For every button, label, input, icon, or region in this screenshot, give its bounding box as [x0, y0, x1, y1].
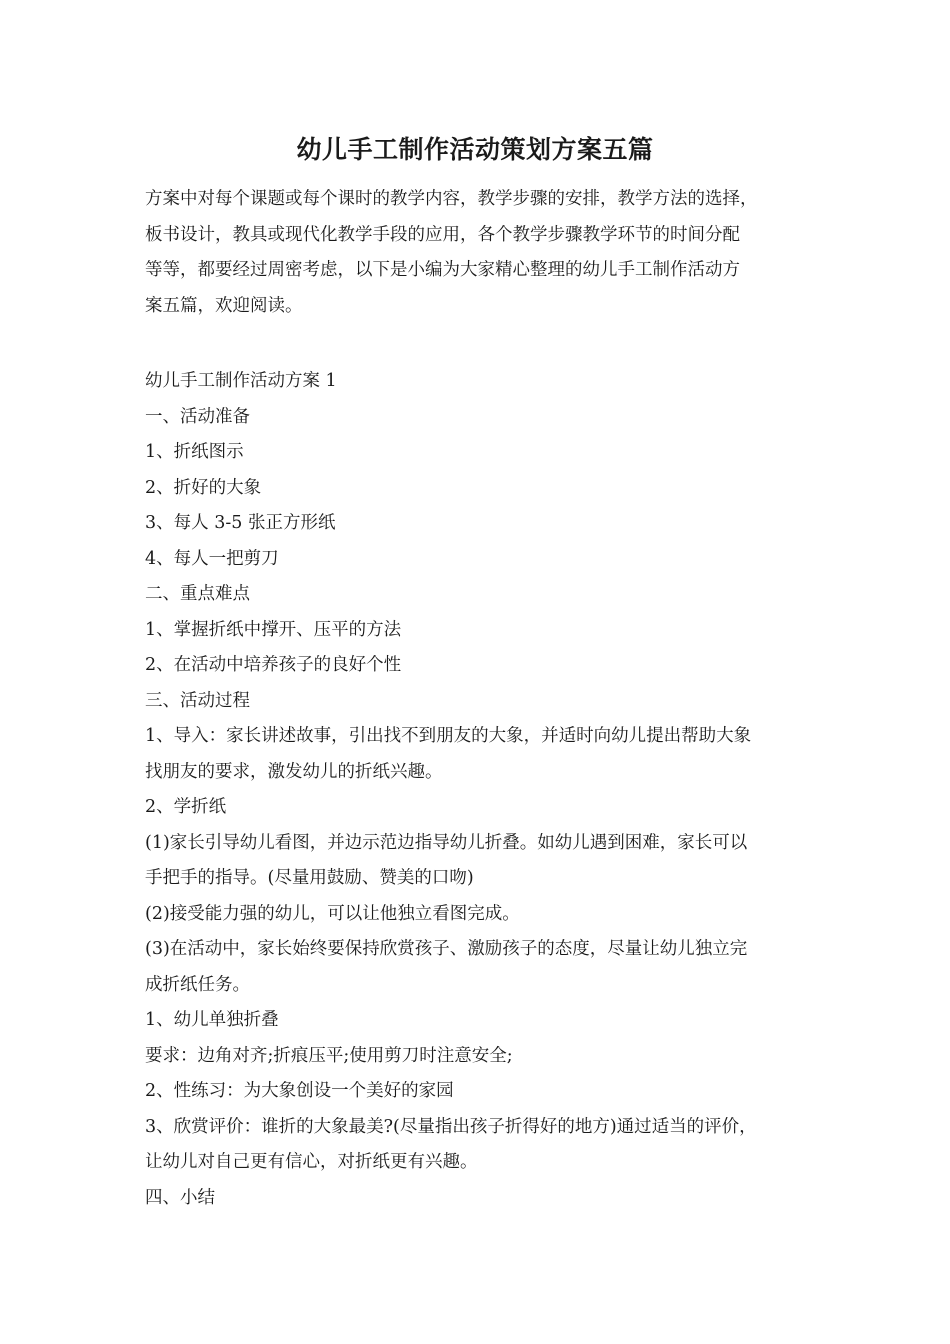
paragraph-line: 1、导入：家长讲述故事，引出找不到朋友的大象，并适时向幼儿提出帮助大象 [145, 726, 752, 746]
list-item: 2、在活动中培养孩子的良好个性 [145, 655, 402, 675]
paragraph-line: (3)在活动中，家长始终要保持欣赏孩子、激励孩子的态度，尽量让幼儿独立完 [145, 939, 748, 959]
intro-line: 方案中对每个课题或每个课时的教学内容，教学步骤的安排，教学方法的选择， [145, 189, 758, 209]
list-item: 3、每人 3-5 张正方形纸 [145, 513, 336, 533]
list-item: 1、掌握折纸中撑开、压平的方法 [145, 619, 402, 640]
subheading: 四、小结 [145, 1187, 215, 1208]
list-item: 1、折纸图示 [145, 442, 244, 462]
paragraph-line: (2)接受能力强的幼儿，可以让他独立看图完成。 [145, 903, 520, 924]
subheading: 三、活动过程 [145, 690, 250, 711]
intro-paragraph [145, 182, 825, 324]
subheading: 二、重点难点 [145, 584, 250, 604]
list-item: 2、性练习：为大象创设一个美好的家园 [145, 1081, 454, 1101]
paragraph-line: 找朋友的要求，激发幼儿的折纸兴趣。 [145, 761, 443, 782]
paragraph-line: 手把手的指导。(尽量用鼓励、赞美的口吻) [145, 868, 474, 888]
paragraph-line: 成折纸任务。 [145, 974, 250, 995]
list-item: 2、折好的大象 [145, 477, 262, 498]
list-item: 2、学折纸 [145, 797, 227, 817]
intro-line: 案五篇，欢迎阅读。 [145, 295, 303, 316]
intro-line: 等等，都要经过周密考虑，以下是小编为大家精心整理的幼儿手工制作活动方 [145, 260, 740, 280]
intro-line: 板书设计，教具或现代化教学手段的应用，各个教学步骤教学环节的时间分配 [145, 224, 740, 245]
list-item: 1、幼儿单独折叠 [145, 1010, 279, 1030]
paragraph-line: (1)家长引导幼儿看图，并边示范边指导幼儿折叠。如幼儿遇到困难，家长可以 [145, 832, 748, 853]
document-title: 幼儿手工制作活动策划方案五篇 [296, 135, 654, 164]
subheading: 一、活动准备 [145, 406, 250, 427]
document-body [145, 364, 825, 1216]
paragraph-line: 让幼儿对自己更有信心，对折纸更有兴趣。 [145, 1152, 478, 1172]
paragraph-line: 3、欣赏评价：谁折的大象最美?(尽量指出孩子折得好的地方)通过适当的评价， [145, 1116, 757, 1137]
list-item: 4、每人一把剪刀 [145, 548, 279, 569]
paragraph-line: 要求：边角对齐;折痕压平;使用剪刀时注意安全; [145, 1045, 513, 1066]
section-heading: 幼儿手工制作活动方案 1 [145, 371, 337, 391]
